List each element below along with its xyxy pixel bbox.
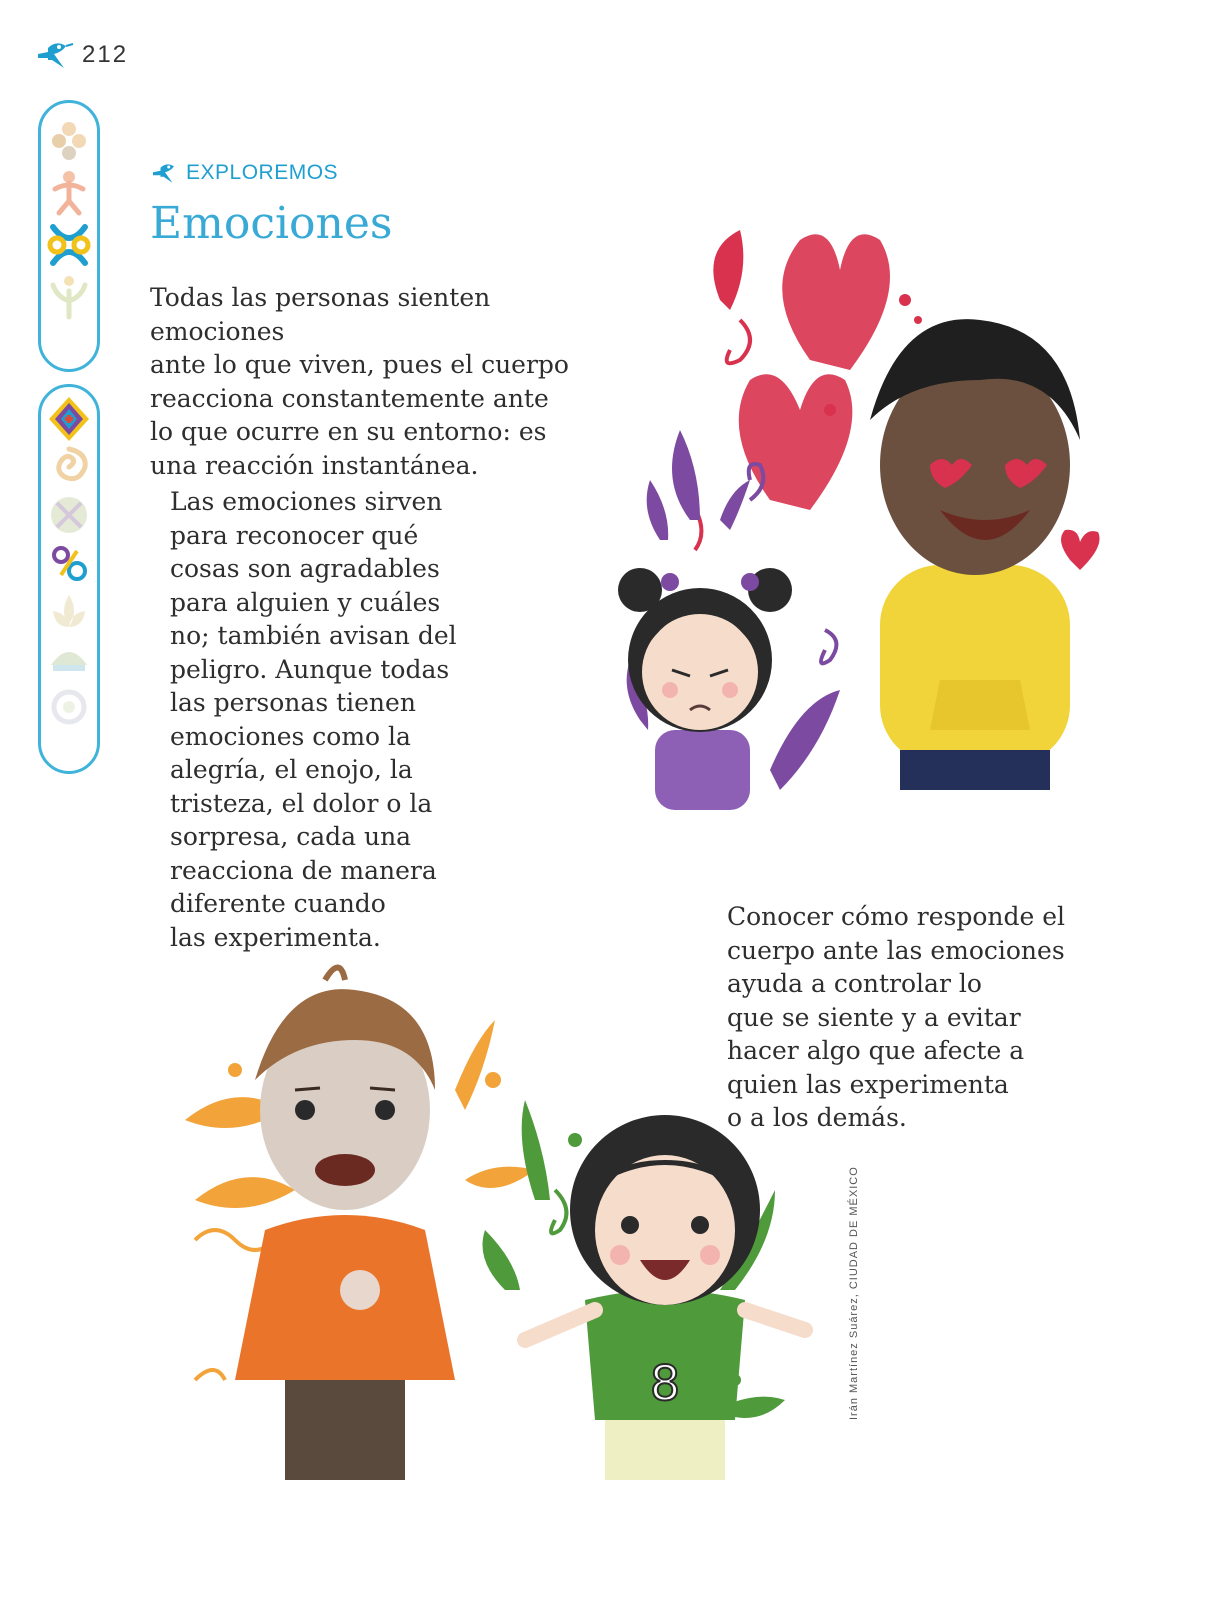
hummingbird-icon [34, 38, 74, 72]
illustration-fear-joy [175, 960, 815, 1500]
rail-bottom [38, 384, 100, 774]
dancer-icon [47, 167, 91, 219]
rail-top [38, 100, 100, 372]
page-title: Emociones [150, 198, 393, 249]
hill-icon [47, 635, 91, 683]
paragraph-control: Conocer cómo responde el cuerpo ante las emociones ayuda a controlar lo que se siente y a evitar hacer algo que afecte a quien las experimenta o a los demás. [727, 902, 1066, 1132]
page-number [34, 38, 128, 72]
section-label [150, 160, 338, 186]
spiral-icon [47, 443, 91, 491]
page-number-text: 212 [82, 41, 129, 68]
seed-icon [47, 115, 91, 167]
people-link-icon [47, 219, 91, 271]
link-icon [47, 539, 91, 587]
frame-icon [47, 491, 91, 539]
hummingbird-icon [150, 160, 180, 186]
jersey-number: 8 [649, 1356, 681, 1412]
lotus-icon [47, 587, 91, 635]
paragraph-purpose: Las emociones sirven para reconocer qué cosas son agradables para alguien y cuáles no; también avisan del peligro. Aunque todas las personas tienen emociones como la alegría, el enojo, la tristeza, el dolor o la sorpresa, cada una reacciona de manera diferente cuando las experimenta. [170, 487, 457, 952]
sprout-icon [47, 271, 91, 323]
illustration-credit: Irán Martínez Suárez, CIUDAD DE MÉXICO [848, 1166, 860, 1420]
paragraph-intro: Todas las personas sienten emociones ante lo que viven, pues el cuerpo reacciona constantemente ante lo que ocurre en su entorno: es una reacción instantánea. [150, 283, 569, 480]
section-label-text: EXPLOREMOS [186, 161, 339, 184]
compass-icon [47, 395, 91, 443]
illustration-anger-love [600, 210, 1120, 830]
circle-icon [47, 683, 91, 731]
